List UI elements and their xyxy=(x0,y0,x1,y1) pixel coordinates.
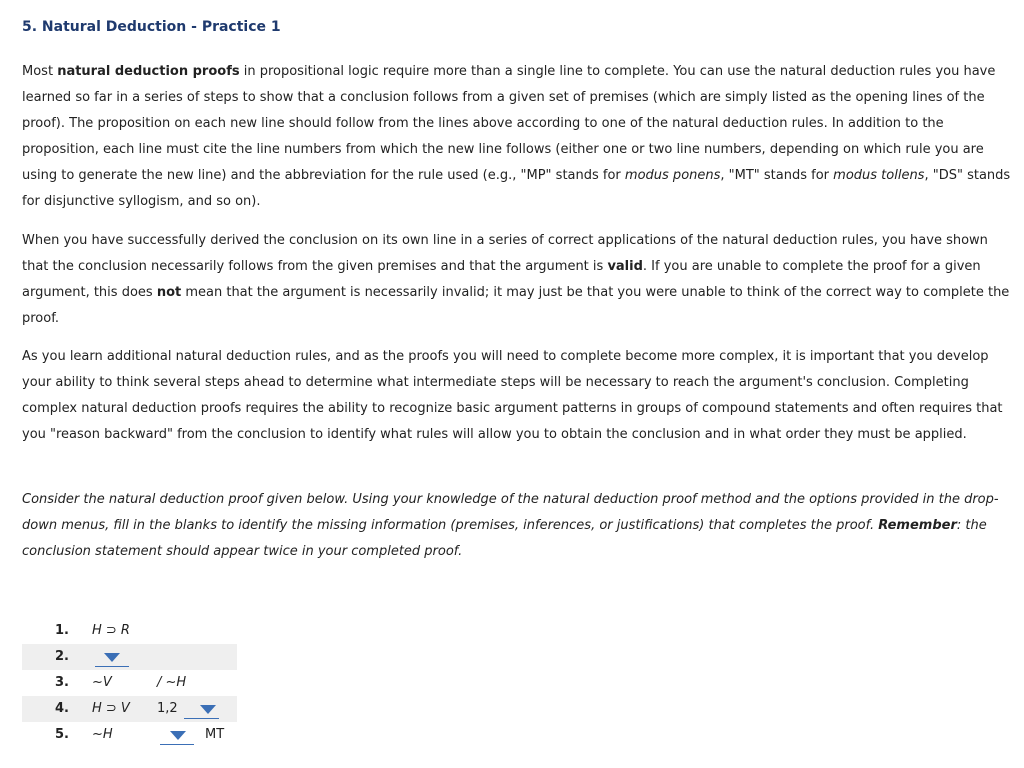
proposition-dropdown[interactable] xyxy=(95,648,129,667)
p2-text-3: mean that the argument is necessarily invalid; it may just be that you were unable to think of the correct way to complete the proof. xyxy=(22,285,1010,326)
proof-row-3 xyxy=(22,670,237,696)
instructions-paragraph xyxy=(22,487,1014,565)
proposition: ~H xyxy=(92,727,113,742)
dropdown-arrow-icon xyxy=(170,731,186,740)
proof-table xyxy=(22,618,237,748)
intro-paragraph-2 xyxy=(22,228,1014,332)
intro-paragraph-3 xyxy=(22,344,1014,448)
rule-label: MT xyxy=(205,727,225,742)
proposition: H ⊃ R xyxy=(92,623,130,638)
p2-text-2: . If you are unable to complete the proof for a given argument, this does xyxy=(22,259,981,300)
p2-text-1: When you have successfully derived the conclusion on its own line in a series of correct applications of the natural deduction rules, you have shown that the conclusion necessarily follows from the given premises and that the argument is xyxy=(22,233,988,274)
p1-text-3: , "MT" stands for xyxy=(720,168,834,183)
p1-italic-1: modus ponens xyxy=(624,168,721,183)
p4-text-1: Consider the natural deduction proof given below. Using your knowledge of the natural deduction proof method and the options provided in the drop-down menus, fill in the blanks to identify the missing information (premises, inferences, or justifications) that completes the proof. xyxy=(22,492,999,533)
proof-row-4 xyxy=(22,696,237,722)
dropdown-arrow-icon xyxy=(200,705,216,714)
p3-text-1: As you learn additional natural deduction rules, and as the proofs you will need to complete become more complex, it is important that you develop your ability to think several steps ahead to determine what intermediate steps will be necessary to reach the argument's conclusion. Completing complex natural deduction proofs requires the ability to recognize basic argument patterns in groups of compound statements and often requires that you "reason backward" from the conclusion to identify what rules will allow you to obtain the conclusion and in what order they must be applied. xyxy=(22,349,1003,442)
proof-row-2 xyxy=(22,644,237,670)
line-number: 1. xyxy=(55,623,69,638)
dropdown-arrow-icon xyxy=(104,653,120,662)
line-number: 3. xyxy=(55,675,69,690)
intro-paragraph-1 xyxy=(22,59,1014,215)
page-title: 5. Natural Deduction - Practice 1 xyxy=(22,19,281,35)
line-number: 2. xyxy=(55,649,69,664)
p1-bold-1: natural deduction proofs xyxy=(57,64,240,79)
rule-dropdown[interactable] xyxy=(184,700,219,719)
proposition: H ⊃ V xyxy=(92,701,130,716)
proof-row-5 xyxy=(22,722,237,748)
p4-text-2: : the conclusion statement should appear twice in your completed proof. xyxy=(22,518,987,559)
line-citation: 1,2 xyxy=(157,701,178,716)
p1-text-2: in propositional logic require more than a single line to complete. You can use the natural deduction rules you have learned so far in a series of steps to show that a conclusion follows from a given set of premises (which are simply listed as the opening lines of the proof). The proposition on each new line should follow from the lines above according to one of the natural deduction rules. In addition to the proposition, each line must cite the line numbers from which the new line follows (either one or two line numbers, depending on which rule you are using to generate the new line) and the abbreviation for the rule used (e.g., "MP" stands for xyxy=(22,64,996,183)
p1-text-4: , "DS" stands for disjunctive syllogism, and so on). xyxy=(22,168,1011,209)
p2-bold-1: valid xyxy=(607,259,643,274)
p1-italic-2: modus tollens xyxy=(833,168,925,183)
citation-dropdown[interactable] xyxy=(160,726,194,745)
proposition: ~V xyxy=(92,675,112,690)
line-number: 4. xyxy=(55,701,69,716)
p2-bold-2: not xyxy=(156,285,182,300)
line-number: 5. xyxy=(55,727,69,742)
conclusion-marker: / ~H xyxy=(157,675,187,690)
p4-bold-1: Remember xyxy=(878,518,957,533)
proof-row-1 xyxy=(22,618,237,644)
p1-text-1: Most xyxy=(22,64,58,79)
